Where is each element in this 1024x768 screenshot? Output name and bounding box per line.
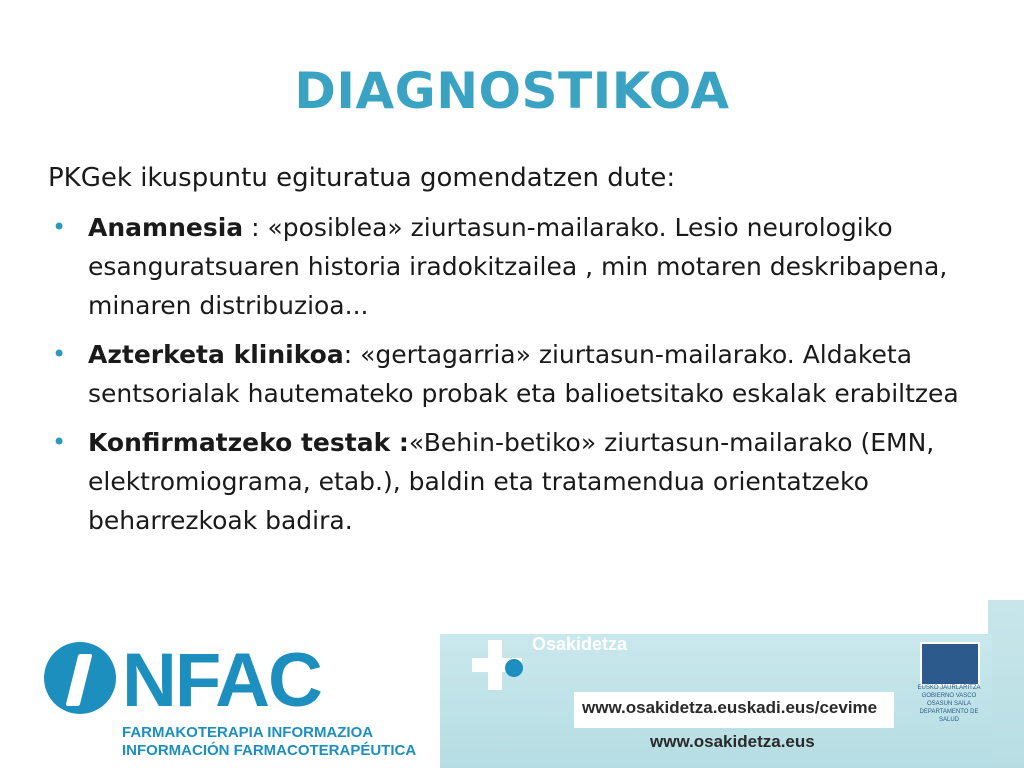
infac-logo [40,632,417,762]
osakidetza-link[interactable]: www.osakidetza.eus [650,732,815,751]
intro-text: PKGek ikuspuntu egituratua gomendatzen dute: [48,163,676,193]
government-crest-icon [920,642,980,686]
osakidetza-cross-icon [470,638,524,692]
bullet-item [48,335,988,413]
bullet-term: Konfirmatzeko testak : [88,428,409,457]
government-text: EUSKO JAURLARITZA GOBIERNO VASCO OSASUN SAILA DEPARTAMENTO DE SALUD [917,685,981,723]
bullet-list [48,208,988,550]
cevime-link[interactable]: www.osakidetza.euskadi.eus/cevime [582,698,878,717]
osakidetza-banner [440,634,992,768]
bullet-text: «Behin-betiko» ziurtasun-mailarako (EMN, elektromiograma, etab.), baldin eta tratamendua orientatzeko beharrezkoak badira. [88,428,935,535]
bullet-icon: • [52,428,67,456]
slide-title: DIAGNOSTIKOA [294,62,730,120]
bullet-item [48,208,988,325]
bullet-icon: • [52,213,67,241]
infac-tagline-eu: FARMAKOTERAPIA INFORMAZIOA [122,724,374,741]
bullet-term: Azterketa klinikoa [88,340,344,369]
bullet-icon: • [52,340,67,368]
osakidetza-name: Osakidetza [532,634,628,654]
bullet-text: : «gertagarria» ziurtasun-mailarako. Aldaketa sentsorialak hautemateko probak eta balioetsitako eskalak erabiltzea [88,340,959,408]
infac-tagline-es: INFORMACIÓN FARMACOTERAPÉUTICA [122,742,417,759]
footer-banner [0,628,1024,768]
bullet-text: : «posiblea» ziurtasun-mailarako. Lesio neurologiko esanguratsuaren historia iradokitzailea , min motaren deskribapena, minaren distribuzioa... [88,213,948,320]
infac-logo-word: NFAC [122,638,321,723]
banner-side-strip [988,600,1024,768]
bullet-item [48,423,988,540]
bullet-term: Anamnesia [88,213,244,242]
